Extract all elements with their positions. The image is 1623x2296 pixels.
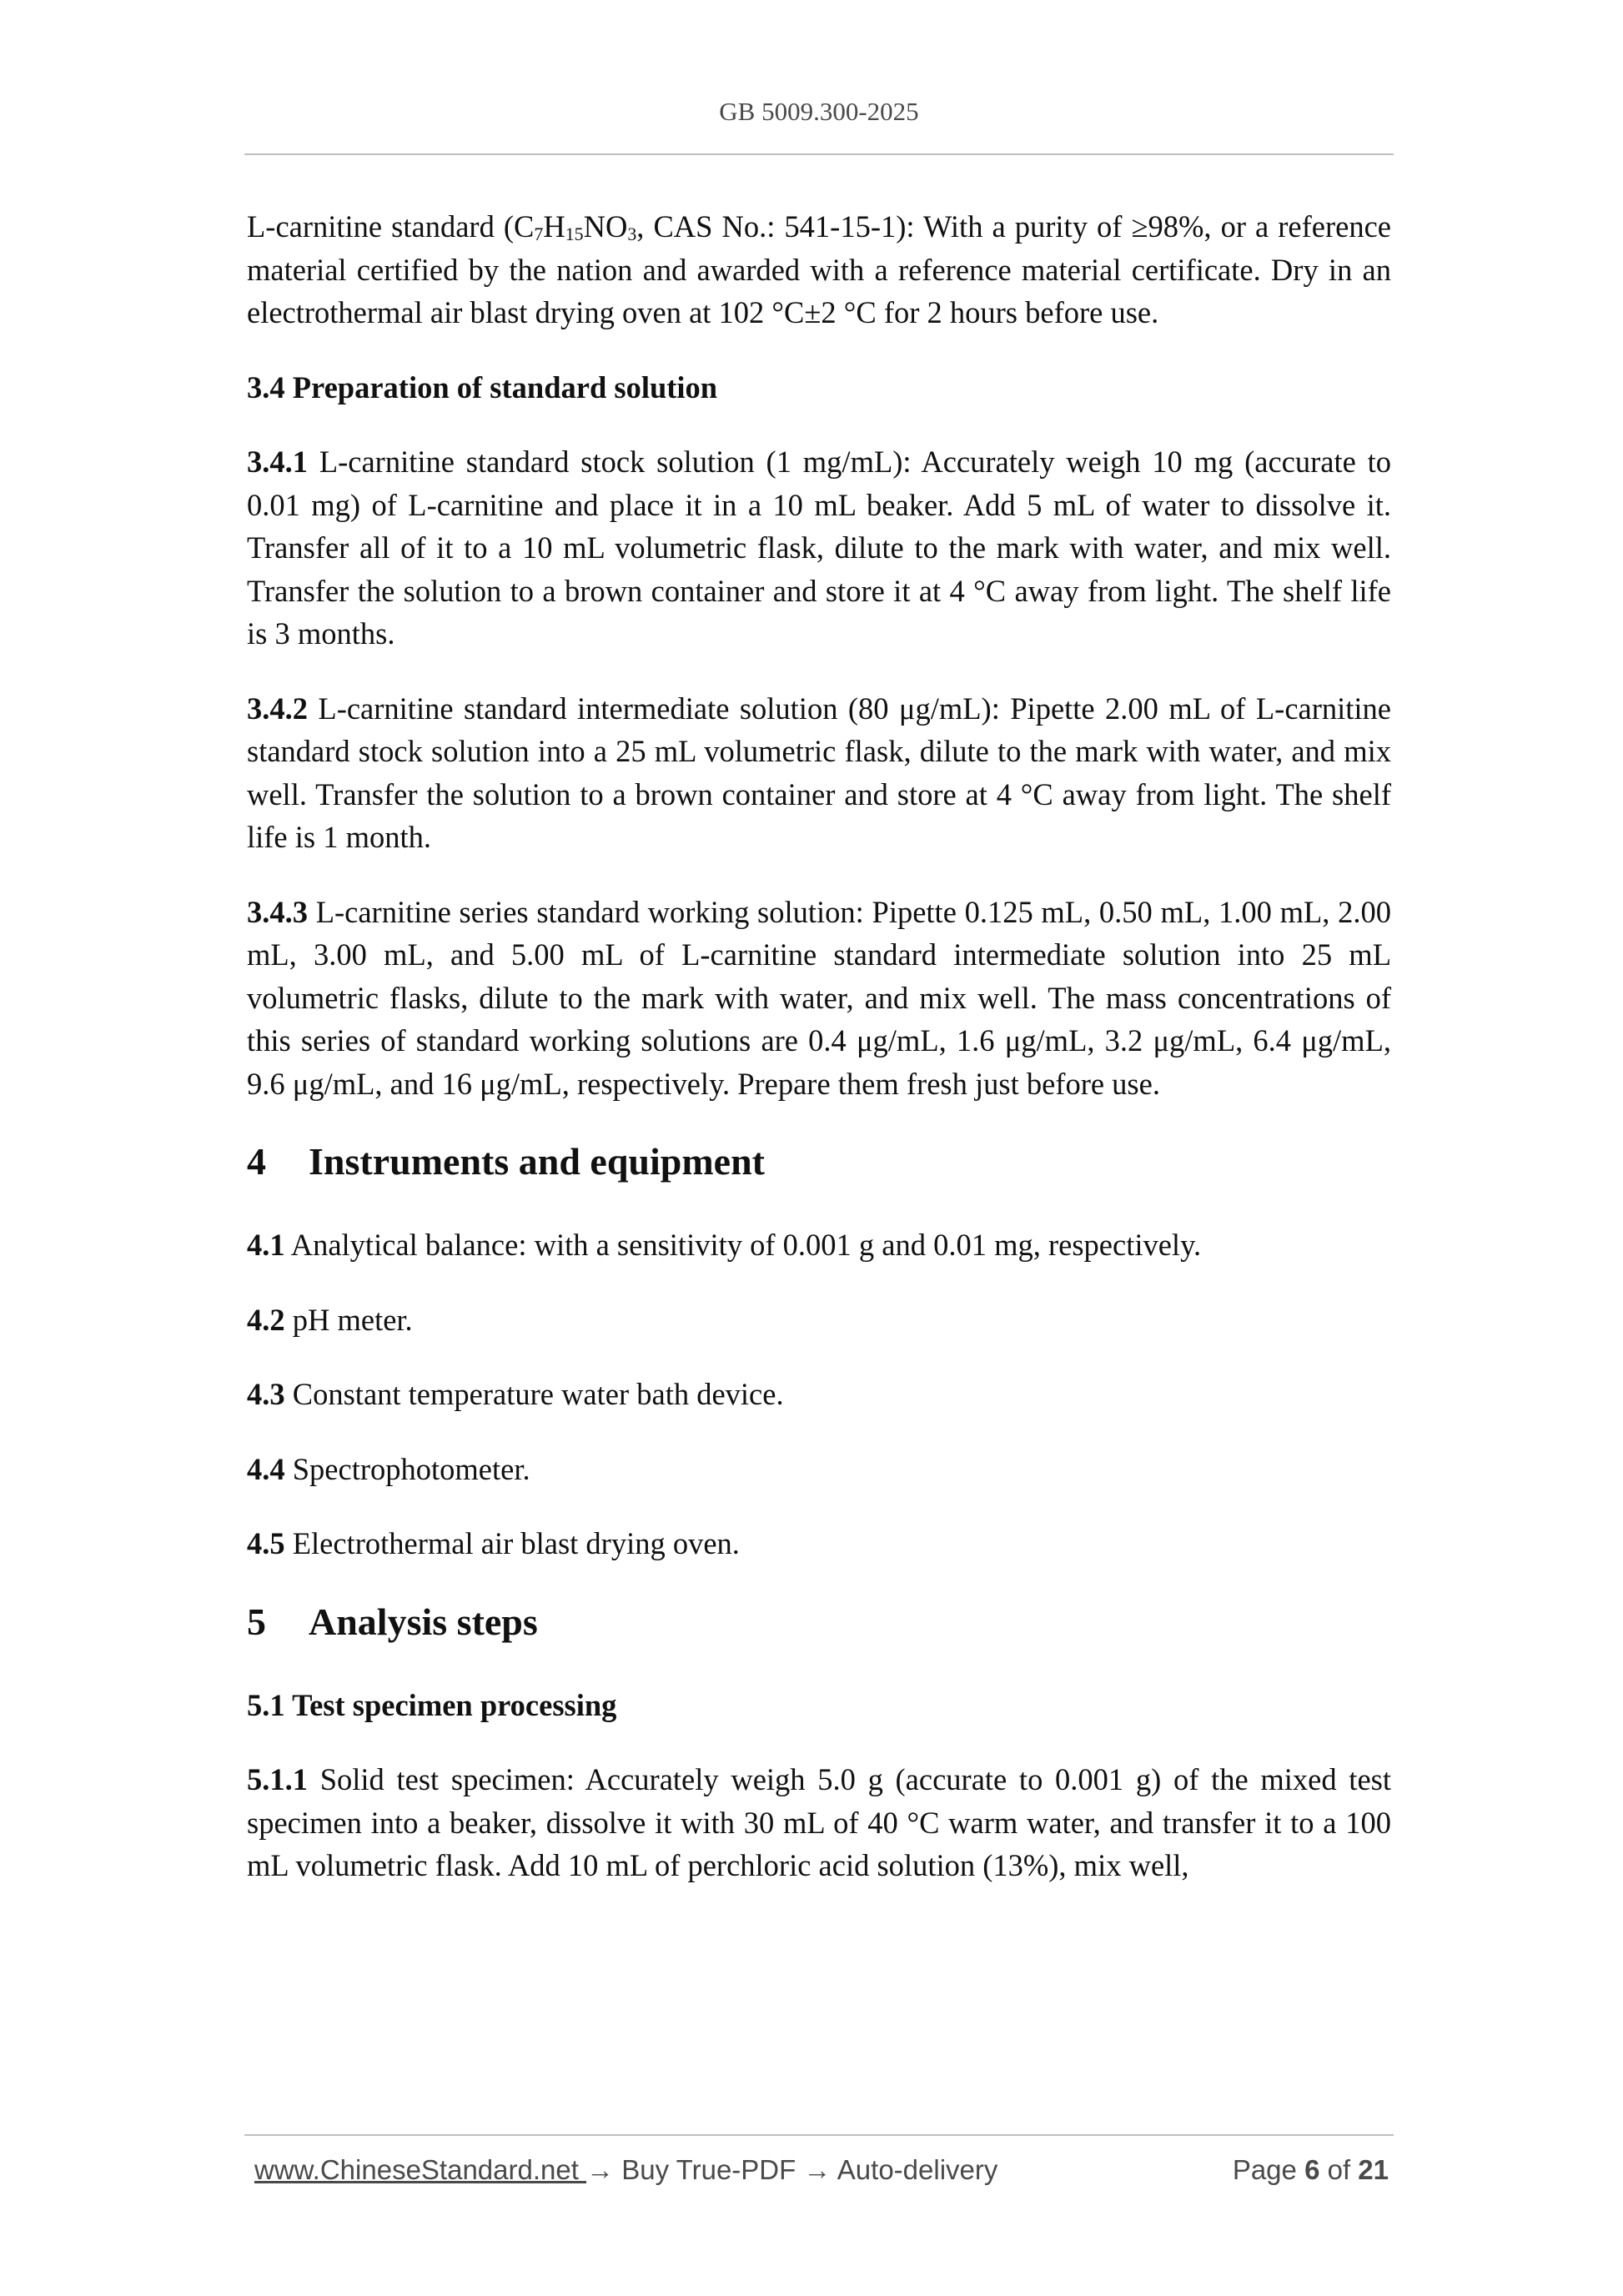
section-5-heading [247, 1597, 1391, 1647]
clause-3-4-3 [247, 891, 1391, 1106]
page-header: GB 5009.300-2025 [719, 97, 919, 126]
header-divider [244, 153, 1394, 155]
clause-3-4-2 [247, 687, 1391, 859]
page-number: 6 [1304, 2154, 1320, 2185]
delivery-text: Auto-delivery [831, 2154, 998, 2185]
page-total: 21 [1358, 2154, 1389, 2185]
website-link[interactable]: www.ChineseStandard.net [254, 2154, 587, 2185]
section-5-1-heading: 5.1 Test specimen processing [247, 1687, 617, 1722]
footer-divider [244, 2134, 1394, 2136]
arrow-right-icon: → [803, 2154, 832, 2185]
buy-text: Buy True-PDF [614, 2154, 804, 2185]
reagent-text-pre: L-carnitine standard (C [247, 209, 535, 244]
clause-number: 4.4 [247, 1451, 285, 1486]
formula-subscript-h: 15 [565, 224, 584, 244]
clause-4-5 [247, 1522, 1391, 1565]
formula-subscript-c: 7 [534, 224, 544, 244]
reagent-text-no: NO [583, 209, 628, 244]
clause-3-4-1 [247, 440, 1391, 656]
clause-text: Solid test specimen: Accurately weigh 5.0 g (accurate to 0.001 g) of the mixed test specimen into a beaker, dissolve it with 30 mL of 40 °C warm water, and transfer it to a 100 mL volumetric flask. Add 10 mL of perchloric acid solution (13%), mix well, [247, 1762, 1391, 1882]
clause-4-2 [247, 1299, 1391, 1342]
clause-4-3 [247, 1373, 1391, 1416]
clause-number: 3.4.1 [247, 445, 308, 479]
clause-text: Spectrophotometer. [284, 1451, 530, 1486]
section-4-heading [247, 1137, 1391, 1187]
section-title: Instruments and equipment [309, 1140, 765, 1183]
clause-number: 5.1.1 [247, 1762, 308, 1796]
reagent-text-post: , CAS No.: 541-15-1): With a purity of ≥98%, or a reference material certified by the nation and awarded with a reference material certificate. Dry in an electrothermal air blast drying oven at 102 °C±2 °C for 2 hours before use. [247, 209, 1391, 329]
page-indicator [1233, 2152, 1389, 2188]
clause-number: 3.4.2 [247, 691, 308, 726]
clause-text: L-carnitine series standard working solution: Pipette 0.125 mL, 0.50 mL, 1.00 mL, 2.00 mL, 3.00 mL, and 5.00 mL of L-carnitine standard intermediate solution into 25 mL volumetric flasks, dilute to the mark with water, and mix well. The mass concentrations of this series of standard working solutions are 0.4 μg/mL, 1.6 μg/mL, 3.2 μg/mL, 6.4 μg/mL, 9.6 μg/mL, and 16 μg/mL, respectively. Prepare them fresh just before use. [247, 894, 1391, 1101]
clause-4-1 [247, 1223, 1391, 1267]
section-number: 4 [247, 1140, 266, 1183]
clause-text: L-carnitine standard stock solution (1 mg/mL): Accurately weigh 10 mg (accurate to 0.01 mg) of L-carnitine and place it in a 10 mL beaker. Add 5 mL of water to dissolve it. Transfer all of it to a 10 mL volumetric flask, dilute to the mark with water, and mix well. Transfer the solution to a brown container and store it at 4 °C away from light. The shelf life is 3 months. [247, 445, 1391, 651]
document-body [247, 205, 1391, 1919]
clause-number: 4.2 [247, 1302, 285, 1337]
of-label: of [1319, 2154, 1359, 2185]
section-number: 5 [247, 1600, 266, 1643]
section-title: Analysis steps [309, 1600, 538, 1643]
arrow-right-icon: → [586, 2154, 615, 2185]
clause-number: 4.1 [247, 1228, 285, 1262]
reagent-text-h: H [543, 209, 565, 244]
clause-text: L-carnitine standard intermediate solution (80 μg/mL): Pipette 2.00 mL of L-carnitine standard stock solution into a 25 mL volumetric flask, dilute to the mark with water, and mix well. Transfer the solution to a brown container and store at 4 °C away from light. The shelf life is 1 month. [247, 691, 1391, 854]
clause-number: 3.4.3 [247, 894, 308, 929]
clause-text: pH meter. [284, 1302, 413, 1337]
reagent-paragraph [247, 205, 1391, 334]
clause-number: 4.3 [247, 1377, 285, 1411]
page-label: Page [1232, 2154, 1305, 2185]
formula-subscript-o: 3 [627, 224, 637, 244]
clause-text: Electrothermal air blast drying oven. [284, 1526, 740, 1560]
clause-text: Analytical balance: with a sensitivity of 0.001 g and 0.01 mg, respectively. [284, 1228, 1202, 1262]
clause-number: 4.5 [247, 1526, 285, 1560]
clause-4-4 [247, 1448, 1391, 1491]
section-3-4-heading: 3.4 Preparation of standard solution [247, 369, 718, 404]
footer-promo [254, 2152, 997, 2188]
clause-text: Constant temperature water bath device. [284, 1377, 784, 1411]
clause-5-1-1 [247, 1758, 1391, 1887]
